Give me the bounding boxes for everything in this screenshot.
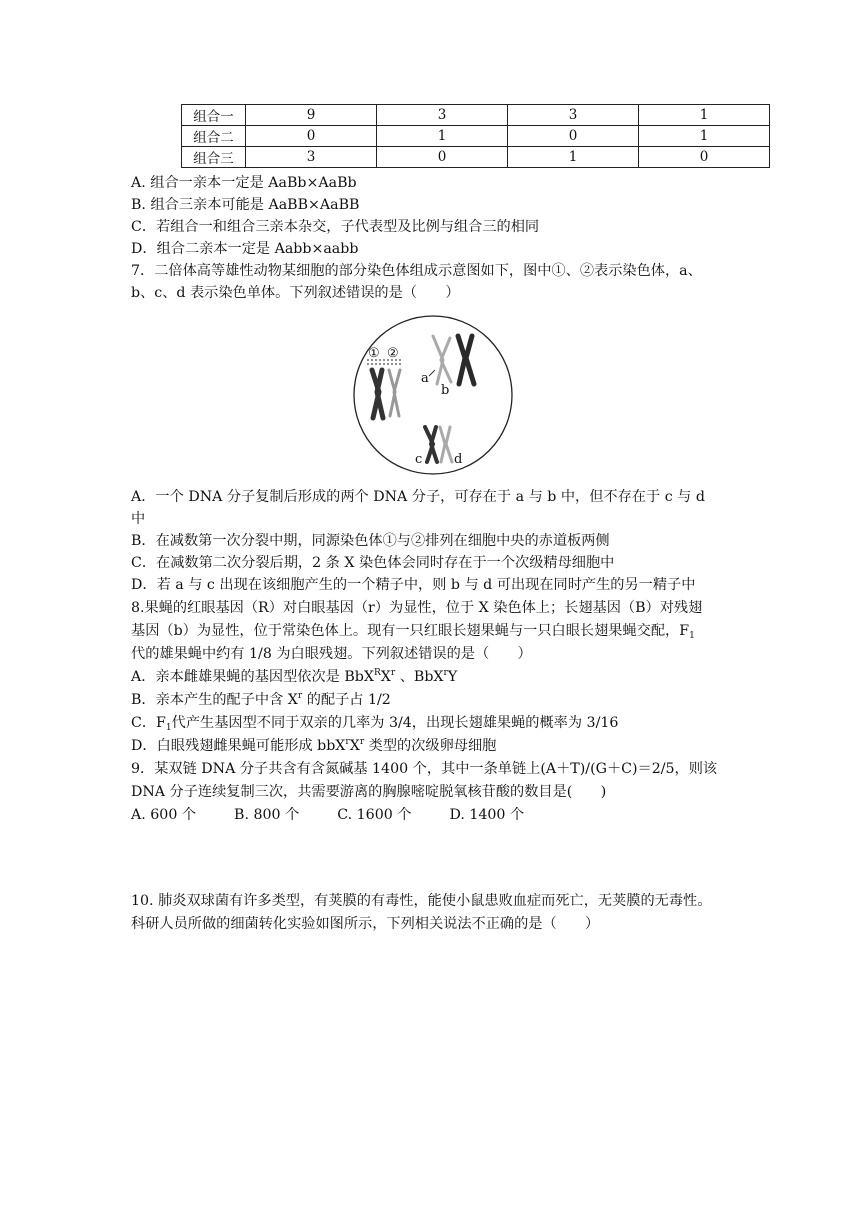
q9-options [131,804,524,826]
subscript: 1 [165,723,172,733]
q8-stem [131,620,695,642]
table-cell: 3 [246,147,377,168]
table-cell: 1 [508,147,639,168]
superscript: R [374,668,381,678]
table-row [182,126,770,147]
q9-option-b: B. 800 个 [234,807,300,823]
q10-stem: 科研人员所做的细菌转化实验如图所示，下列相关说法不正确的是（ ） [131,916,600,932]
table-cell: 0 [639,147,770,168]
cell-figure [353,312,513,478]
q10-stem: 10. 肺炎双球菌有许多类型，有荚膜的有毒性，能使小鼠患败血症而死亡，无荚膜的无毒性。 [131,893,712,909]
q8-option-d [131,735,496,757]
q9-option-d: D. 1400 个 [449,807,525,823]
q6-option-c: C．若组合一和组合三亲本杂交，子代表型及比例与组合三的相同 [131,219,540,235]
q7-option-d: D．若 a 与 c 出现在该细胞产生的一个精子中，则 b 与 d 可出现在同时产生的另一精子中 [131,577,696,593]
table-cell: 1 [377,126,508,147]
q7-option-a-cont: 中 [131,511,146,527]
q8-stem: 代的雄果蝇中约有 1/8 为白眼残翅。下列叙述错误的是（ ） [131,646,532,662]
q9-stem: DNA 分子连续复制三次，共需要游离的胸腺嘧啶脱氧核苷酸的数目是( ) [131,784,607,800]
q6-option-a: A. 组合一亲本一定是 AaBb×AaBb [131,175,357,191]
q8-option-b [131,689,391,711]
chromosome-1 [372,370,383,418]
chromosome-2 [389,370,400,416]
table-cell: 1 [639,105,770,126]
q8-option-a [131,666,457,688]
q7-option-a: A．一个 DNA 分子复制后形成的两个 DNA 分子，可存在于 a 与 b 中，但不存在于 c 与 d [131,489,705,505]
chromosome-cd [425,427,452,462]
superscript: r [390,668,396,678]
q6-option-d: D．组合二亲本一定是 Aabb×aabb [131,241,359,257]
text: A．亲本雌雄果蝇的基因型依次是 BbX [131,669,374,685]
table-row [182,105,770,126]
table-cell: 3 [508,105,639,126]
chromosome-1-label: ① [368,346,380,361]
offspring-ratio-table [181,104,770,168]
text: 类型的次级卵母细胞 [364,738,497,754]
superscript: r [443,668,448,678]
table-cell: 0 [377,147,508,168]
q8-stem-text: 基因（b）为显性，位于常染色体上。现有一只红眼长翅果蝇与一只白眼长翅果蝇交配，F [131,623,690,639]
table-row [182,147,770,168]
table-cell: 组合三 [182,147,246,168]
q9-option-a: A. 600 个 [131,807,197,823]
text: X [380,669,391,685]
q9-option-c: C. 1600 个 [337,807,412,823]
chromatid-b-label: b [441,383,450,398]
text: B．亲本产生的配子中含 X [131,692,298,708]
text: D．白眼残翅雌果蝇可能形成 bbX [131,738,346,754]
chromosome-2-label: ② [387,346,399,361]
text: 的配子占 1/2 [302,692,391,708]
table-cell: 组合二 [182,126,246,147]
table-cell: 1 [639,126,770,147]
q7-stem: b、c、d 表示染色单体。下列叙述错误的是（ ） [131,285,460,301]
text: C．F [131,715,166,731]
q7-option-b: B．在减数第一次分裂中期，同源染色体①与②排列在细胞中央的赤道板两侧 [131,533,610,549]
q9-stem: 9．某双链 DNA 分子共含有含氮碱基 1400 个，其中一条单链上(A＋T)/(G＋C)＝2/5，则该 [131,761,718,777]
superscript: r [345,737,350,747]
text: 代产生基因型不同于双亲的几率为 3/4，出现长翅雄果蝇的概率为 3/16 [171,715,619,731]
pointer-line [429,370,435,376]
subscript: 1 [689,631,695,641]
text: Y [447,669,458,685]
table-cell: 3 [377,105,508,126]
table-cell: 9 [246,105,377,126]
superscript: r [359,737,365,747]
chromosome-ab [429,336,451,384]
text: X [349,738,360,754]
table-cell: 0 [246,126,377,147]
chromatid-a-label: a [421,371,429,386]
chromatid-d-label: d [454,452,463,467]
text: 、BbX [395,669,444,685]
table-cell: 组合一 [182,105,246,126]
chromosome-dark-x [458,336,474,384]
table-cell: 0 [508,126,639,147]
chromatid-c-label: c [415,452,423,467]
q8-option-c [131,712,618,734]
q8-stem: 8.果蝇的红眼基因（R）对白眼基因（r）为显性，位于 X 染色体上；长翅基因（B）对残翅 [131,600,703,616]
q6-option-b: B. 组合三亲本可能是 AaBB×AaBB [131,197,360,213]
superscript: r [297,691,303,701]
q7-option-c: C．在减数第二次分裂后期，2 条 X 染色体会同时存在于一个次级精母细胞中 [131,555,615,571]
chromosome-diagram [353,312,513,478]
q7-stem: 7．二倍体高等雄性动物某细胞的部分染色体组成示意图如下，图中①、②表示染色体，a、 [131,263,702,279]
